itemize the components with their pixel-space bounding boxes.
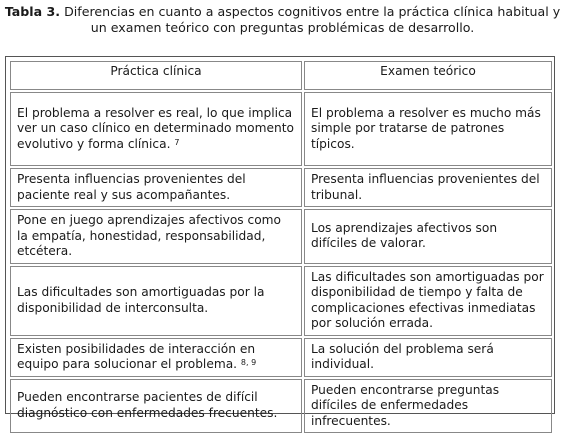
- cell-text: Existen posibilidades de interacción en equipo para solucionar el problema.: [17, 341, 256, 371]
- cell-text: Pone en juego aprendizajes afectivos como la empatía, honestidad, responsabilidad, etcétera.: [17, 213, 282, 258]
- table-row: [10, 379, 552, 434]
- cell-text: Presenta influencias provenientes del tribunal.: [311, 172, 540, 202]
- cell-practica-clinica: [10, 168, 302, 207]
- table-row: [10, 168, 552, 207]
- cell-text: La solución del problema será individual.: [311, 341, 494, 371]
- cell-practica-clinica: [10, 379, 302, 434]
- cell-text: El problema a resolver es mucho más simple por tratarse de patrones típicos.: [311, 105, 541, 151]
- comparison-table: [8, 59, 554, 435]
- table-caption: [0, 4, 565, 36]
- header-practica-clinica: Práctica clínica: [10, 61, 302, 90]
- reference-superscript: 8, 9: [240, 358, 257, 367]
- cell-text: Pueden encontrarse preguntas difíciles de enfermedades infrecuentes.: [311, 382, 500, 428]
- cell-practica-clinica: [10, 266, 302, 336]
- cell-text: Presenta influencias provenientes del paciente real y sus acompañantes.: [17, 172, 246, 202]
- cell-examen-teorico: [304, 379, 552, 434]
- cell-practica-clinica: [10, 92, 302, 166]
- table-caption-text: Diferencias en cuanto a aspectos cognitivos entre la práctica clínica habitual y un examen teórico con preguntas problémicas de desarrollo.: [60, 4, 561, 35]
- cell-text: Las dificultades son amortiguadas por la disponibilidad de interconsulta.: [17, 285, 265, 315]
- cell-examen-teorico: [304, 338, 552, 377]
- table-header-row: [10, 61, 552, 90]
- cell-text: Los aprendizajes afectivos son difíciles de valorar.: [311, 220, 498, 251]
- cell-examen-teorico: [304, 209, 552, 264]
- table-row: [10, 92, 552, 166]
- cell-examen-teorico: [304, 266, 552, 336]
- cell-text: Las dificultades son amortiguadas por disponibilidad de tiempo y falta de complicaciones efectivas inmediatas por solución errada.: [311, 269, 544, 330]
- comparison-table-frame: [5, 56, 555, 428]
- cell-practica-clinica: [10, 338, 302, 377]
- cell-examen-teorico: [304, 92, 552, 166]
- cell-practica-clinica: [10, 209, 302, 264]
- reference-superscript: 7: [174, 137, 180, 147]
- cell-text: El problema a resolver es real, lo que implica ver un caso clínico en determinado momento evolutivo y forma clínica.: [17, 105, 294, 151]
- header-examen-teorico: Examen teórico: [304, 61, 552, 90]
- table-caption-label: Tabla 3.: [4, 4, 61, 19]
- cell-examen-teorico: [304, 168, 552, 207]
- table-row: [10, 209, 552, 264]
- cell-text: Pueden encontrarse pacientes de difícil diagnóstico con enfermedades frecuentes.: [17, 390, 278, 420]
- table-row: [10, 266, 552, 336]
- table-row: [10, 338, 552, 377]
